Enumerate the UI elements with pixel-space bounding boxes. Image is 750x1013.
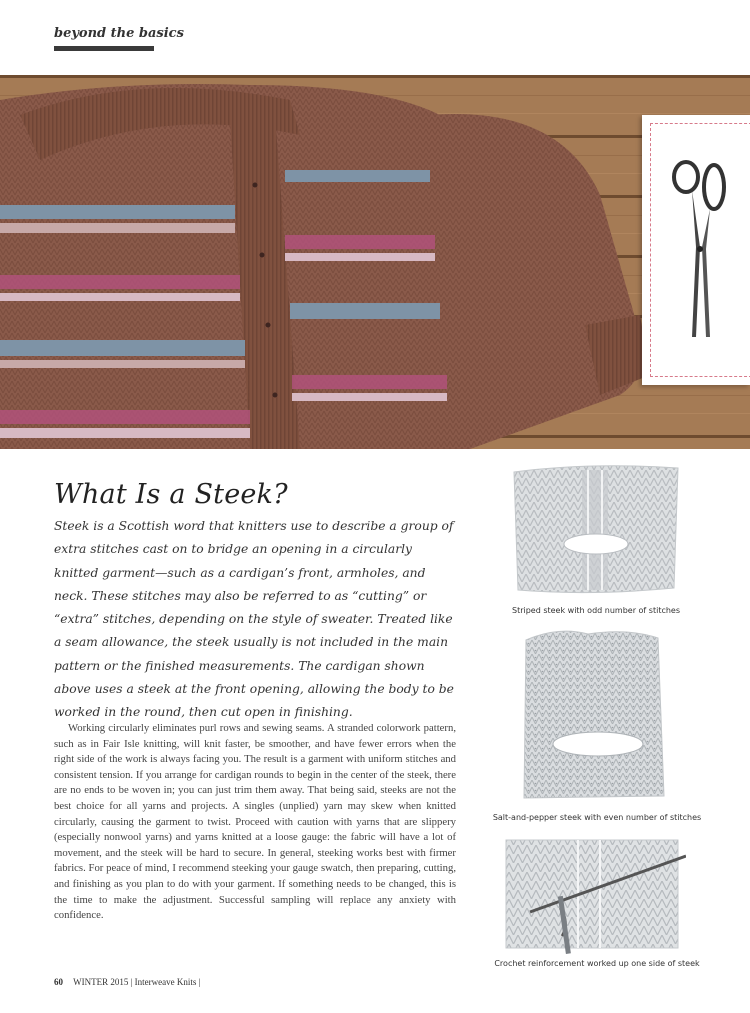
section-rule (54, 46, 154, 51)
hero-photo (0, 75, 750, 449)
scissors-icon (670, 157, 730, 347)
section-label: beyond the basics (54, 26, 184, 41)
figure-caption-1: Striped steek with odd number of stitches (511, 606, 681, 615)
issue-label: WINTER 2015 (73, 977, 129, 987)
article-body: Working circularly eliminates purl rows and sewing seams. A stranded colorwork pattern, such as in Fair Isle knitting, will knit faster, be smoother, and have fewer errors when the right side of the work is always facing you. The result is a garment with uniform stitches and consistent tension. If you arrange for cardigan rounds to begin in the center of the steek, there are no ends to be woven in; you can just trim them away. That being said, steeks are not the best choice for all yarns and projects. A singles (unplied) yarn may skew when knitted circularly, causing the garment to twist. Proceed with caution with yarns that are slippery (especially nonwool yarns) and yarns knitted at a loose gauge: the fabric will have a lot of movement, and the steek will be hard to secure. In general, steeking works best with firmer fabrics. For peace of mind, I recommend steeking your gauge swatch, then preparing, cutting, and finishing as you plan to do with your garment. If something needs to be changed, this is the time to make the adjustment. Successful sampling will replace any anxiety with confidence. (54, 722, 456, 922)
figure-caption-2: Salt-and-pepper steek with even number of stitches (492, 813, 702, 822)
scissors-tag-card (642, 115, 750, 385)
page-footer (54, 977, 200, 987)
figure-caption-3: Crochet reinforcement worked up one side of steek (494, 959, 700, 968)
publication-label: | Interweave Knits | (130, 977, 201, 987)
striped-steek-swatch (510, 462, 682, 596)
crochet-reinforcement-swatch (500, 836, 686, 954)
article-intro: Steek is a Scottish word that knitters use to describe a group of extra stitches cast on to bridge an opening in a circularly knitted garment—such as a cardigan’s front, armholes, and neck. These stitches may also be referred to as “cutting” or “extra” stitches, depending on the style of sweater. Treated like a seam allowance, the steek usually is not included in the main pattern or the finished measurements. The cardigan shown above uses a steek at the front opening, allowing the body to be worked in the round, then cut open in finishing. (54, 519, 454, 720)
salt-pepper-steek-swatch (518, 626, 668, 802)
article-title: What Is a Steek? (54, 479, 288, 510)
sweater-illustration (0, 75, 750, 449)
page-number: 60 (54, 977, 63, 987)
